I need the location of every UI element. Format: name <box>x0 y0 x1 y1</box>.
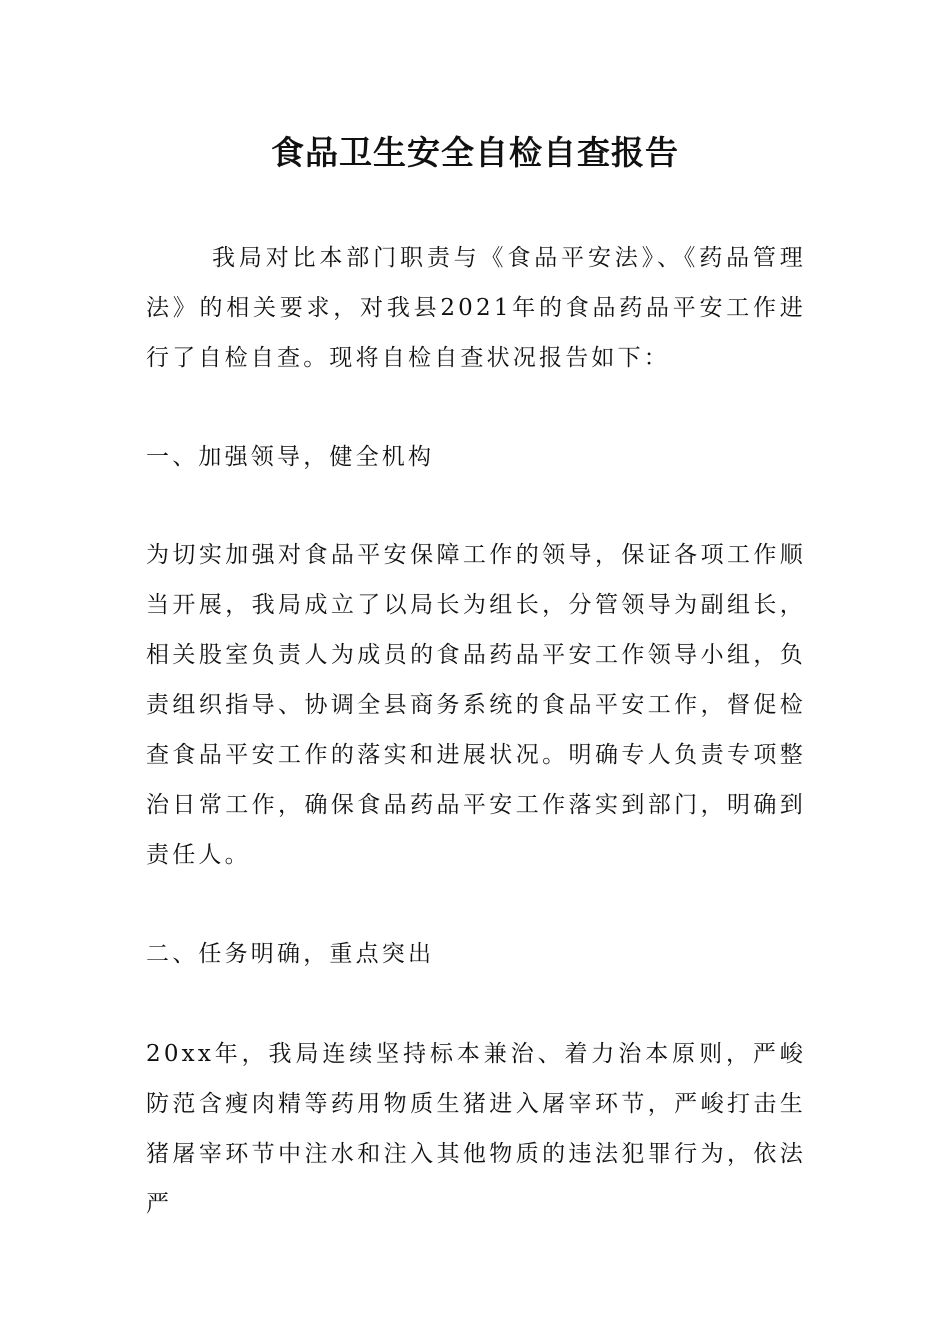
section-body-1: 为切实加强对食品平安保障工作的领导，保证各项工作顺当开展，我局成立了以局长为组长，分管领导为副组长，相关股室负责人为成员的食品药品平安工作领导小组，负责组织指导、协调全县商务系统的食品平安工作，督促检查食品平安工作的落实和进展状况。明确专人负责专项整治日常工作，确保食品药品平安工作落实到部门，明确到责任人。 <box>146 542 806 868</box>
section-heading-1: 一、加强领导，健全机构 <box>146 444 435 470</box>
section-body-2: 20xx年，我局连续坚持标本兼治、着力治本原则，严峻防范含瘦肉精等药用物质生猪进入屠宰环节，严峻打击生猪屠宰环节中注水和注入其他物质的违法犯罪行为，依法严 <box>146 1041 806 1217</box>
intro-paragraph: 我局对比本部门职责与《食品平安法》、《药品管理法》的相关要求，对我县2021年的食品药品平安工作进行了自检自查。现将自检自查状况报告如下： <box>146 245 806 371</box>
section-heading-2: 二、任务明确，重点突出 <box>146 941 435 967</box>
document-title: 食品卫生安全自检自查报告 <box>271 133 679 172</box>
